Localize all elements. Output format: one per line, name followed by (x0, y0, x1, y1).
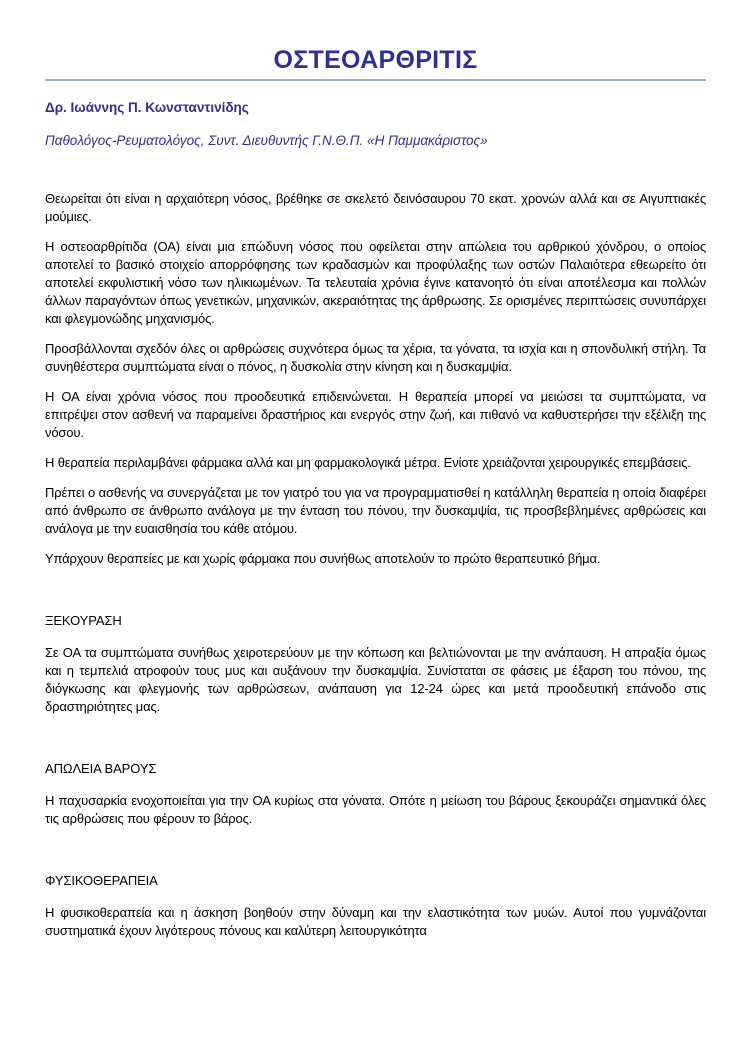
section-heading-weight-loss: ΑΠΩΛΕΙΑ ΒΑΡΟΥΣ (45, 761, 157, 776)
paragraph: Η οστεοαρθρίτιδα (ΟΑ) είναι μια επώδυνη νόσος που οφείλεται στην απώλεια του αρθρικού χόνδρου, ο οποίος αποτελεί το βασικό στοιχείο απορρόφησης των κραδασμών και προφύλαξης των οστών Παλαιότερα εθεωρείτο ότι αποτελεί εκφυλιστική νόσο των ηλικιωμένων. Τα τελευταία χρόνια έγινε κατανοητό ότι είναι αποτέλεσμα και πολλών άλλων παραγόντων όπως γενετικών, μηχανικών, ακεραιότητας της άρθρωσης. Σε ορισμένες περιπτώσεις συνυπάρχει και φλεγμονώδης μηχανισμός. (45, 239, 706, 326)
paragraph: Πρέπει ο ασθενής να συνεργάζεται με τον γιατρό του για να προγραμματισθεί η κατάλληλη θεραπεία η οποία διαφέρει από άνθρωπο σε άνθρωπο ανάλογα με την ένταση του πόνου, την δυσκαμψία, τις προσβεβλημένες αρθρώσεις και ανάλογα με την ευαισθησία του κάθε ατόμου. (45, 485, 706, 536)
document-title: ΟΣΤΕΟΑΡΘΡΙΤΙΣ (273, 46, 478, 74)
paragraph: Θεωρείται ότι είναι η αρχαιότερη νόσος, βρέθηκε σε σκελετό δεινόσαυρου 70 εκατ. χρονών αλλά και σε Αιγυπτιακές μούμιες. (45, 191, 706, 224)
paragraph: Η παχυσαρκία ενοχοποιείται για την ΟΑ κυρίως στα γόνατα. Οπότε η μείωση του βάρους ξεκουράζει σημαντικά όλες τις αρθρώσεις που φέρουν το βάρος. (45, 793, 706, 826)
section-heading-rest: ΞΕΚΟΥΡΑΣΗ (45, 613, 122, 628)
paragraph: Η θεραπεία περιλαμβάνει φάρμακα αλλά και μη φαρμακολογικά μέτρα. Ενίοτε χρειάζονται χειρουργικές επεμβάσεις. (45, 455, 691, 470)
paragraph: Υπάρχουν θεραπείες με και χωρίς φάρμακα που συνήθως αποτελούν το πρώτο θεραπευτικό βήμα. (45, 551, 601, 566)
author-role: Παθολόγος-Ρευματολόγος, Συντ. Διευθυντής Γ.Ν.Θ.Π. «Η Παμμακάριστος» (45, 133, 488, 148)
author-name: Δρ. Ιωάννης Π. Κωνσταντινίδης (45, 100, 249, 115)
paragraph: Σε ΟΑ τα συμπτώματα συνήθως χειροτερεύουν με την κόπωση και βελτιώνονται με την ανάπαυση. Η απραξία όμως και η τεμπελιά ατροφούν τους μυς και αυξάνουν την δυσκαμψία. Συνίσταται σε φάσεις με έξαρση του πόνου, της διόγκωσης και φλεγμονής των αρθρώσεων, ανάπαυση για 12-24 ώρες και μετά προοδευτική επάνοδο στις δραστηριότητες μας. (45, 645, 706, 714)
paragraph: Η ΟΑ είναι χρόνια νόσος που προοδευτικά επιδεινώνεται. Η θεραπεία μπορεί να μειώσει τα συμπτώματα, να επιτρέψει στον ασθενή να παραμείνει δραστήριος και ενεργός στην ζωή, και πιθανό να καθυστερήσει την εξέλιξη της νόσου. (45, 389, 706, 440)
paragraph: Προσβάλλονται σχεδόν όλες οι αρθρώσεις συχνότερα όμως τα χέρια, τα γόνατα, τα ισχία και η σπονδυλική στήλη. Τα συνηθέστερα συμπτώματα είναι ο πόνος, η δυσκολία στην κίνηση και η δυσκαμψία. (45, 341, 706, 374)
document-body (45, 190, 706, 940)
title-divider (45, 79, 706, 81)
section-heading-physiotherapy: ΦΥΣΙΚΟΘΕΡΑΠΕΙΑ (45, 873, 158, 888)
paragraph: Η φυσικοθεραπεία και η άσκηση βοηθούν στην δύναμη και την ελαστικότητα των μυών. Αυτοί που γυμνάζονται συστηματικά έχουν λιγότερους πόνους και καλύτερη λειτουργικότητα (45, 905, 706, 938)
